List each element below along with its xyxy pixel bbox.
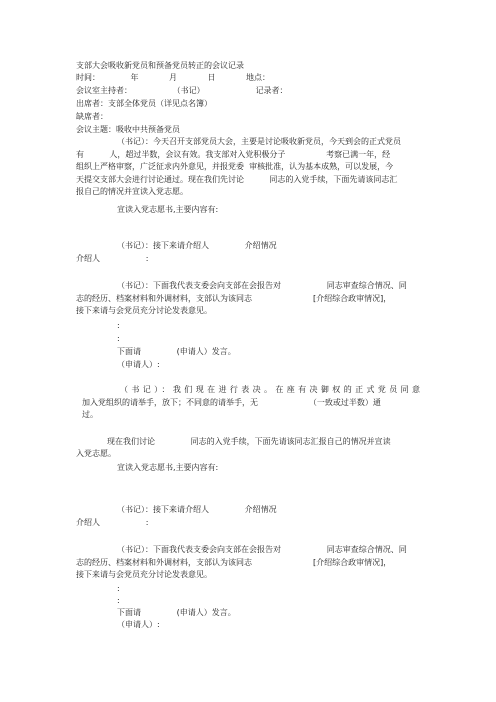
report-line: 志的经历、档案材料和外调材料，支部认为该同志 [介绍综合政审情况]， xyxy=(76,294,392,303)
colon-line: : xyxy=(117,334,120,343)
applicant-label: （申请人）: xyxy=(117,620,160,629)
meeting-host-line: 会议室主持者： （书记） 记录者： xyxy=(76,86,288,95)
document-title: 支部大会吸收新党员和预备党员转正的会议记录 xyxy=(76,61,244,70)
applicant-speaks-line: 下面请 (申请人）发言。 xyxy=(117,608,236,617)
colon-line: : xyxy=(117,321,120,330)
opening-line: 天提交支部大会进行讨论通过。现在我们先讨论 同志的入党手续，下面先请该同志汇 xyxy=(76,175,398,184)
read-volunteer-line: 宣读入党志愿书,主要内容有: xyxy=(117,205,219,214)
vote-line: 过。 xyxy=(82,410,98,419)
introducer-request-line: （书记）：接下来请介绍人 介绍情况 xyxy=(117,505,277,514)
report-line: 接下来请与会党员充分讨论发表意见。 xyxy=(76,570,212,579)
opening-line: （书记）：今天召开支部党员大会，主要是讨论吸收新党员，今天到会的正式党员 xyxy=(117,137,401,146)
colon-line: : xyxy=(117,584,120,593)
topic-line: 会议主题：吸收中共预备党员 xyxy=(76,125,180,134)
opening-line: 报自己的情况并宣读入党志愿。 xyxy=(76,187,188,196)
section2-intro-line: 入党志愿。 xyxy=(76,449,116,458)
read-volunteer-line: 宣读入党志愿书,主要内容有: xyxy=(117,463,219,472)
attendees-line: 出席者：支部全体党员（详见点名簿） xyxy=(76,99,212,108)
report-line: 接下来请与会党员充分讨论发表意见。 xyxy=(76,306,212,315)
introducer-line: 介绍人 : xyxy=(76,254,149,263)
introducer-request-line: （书记）：接下来请介绍人 介绍情况 xyxy=(117,241,277,250)
report-line: （书记）：下面我代表支委会向支部在会报告对 同志审查综合情况、同 xyxy=(117,545,407,554)
report-line: 志的经历、档案材料和外调材料，支部认为该同志 [介绍综合政审情况]， xyxy=(76,558,392,567)
vote-line: （书记）：我们现在进行表决。在座有决御权的正式党员同意 xyxy=(120,385,420,394)
meeting-time-line: 时间： 年 月 日 地点： xyxy=(76,73,271,82)
introducer-line: 介绍人 : xyxy=(76,518,149,527)
applicant-speaks-line: 下面请 (申请人）发言。 xyxy=(117,347,236,356)
vote-line: 加入党组织的请举手，放下；不同意的请举手，无 （一致或过半数）通 xyxy=(82,398,381,407)
absent-line: 缺席者： xyxy=(76,112,108,121)
opening-line: 有 人，超过半数，会议有效。我支部对入党积极分子 考察已满一年，经 xyxy=(76,150,391,159)
colon-line: : xyxy=(117,596,120,605)
report-line: （书记）：下面我代表支委会向支部在会报告对 同志审查综合情况、同 xyxy=(117,281,407,290)
applicant-label: （申请人）: xyxy=(117,360,160,369)
opening-line: 组织上严格审察，广泛征求内外意见，并报党委 审核批准，认为基本成熟，可以发展，今 xyxy=(76,162,394,171)
section2-intro-line: 现在我们讨论 同志的入党手续，下面先请该同志汇报自己的情况并宣读 xyxy=(107,437,391,446)
